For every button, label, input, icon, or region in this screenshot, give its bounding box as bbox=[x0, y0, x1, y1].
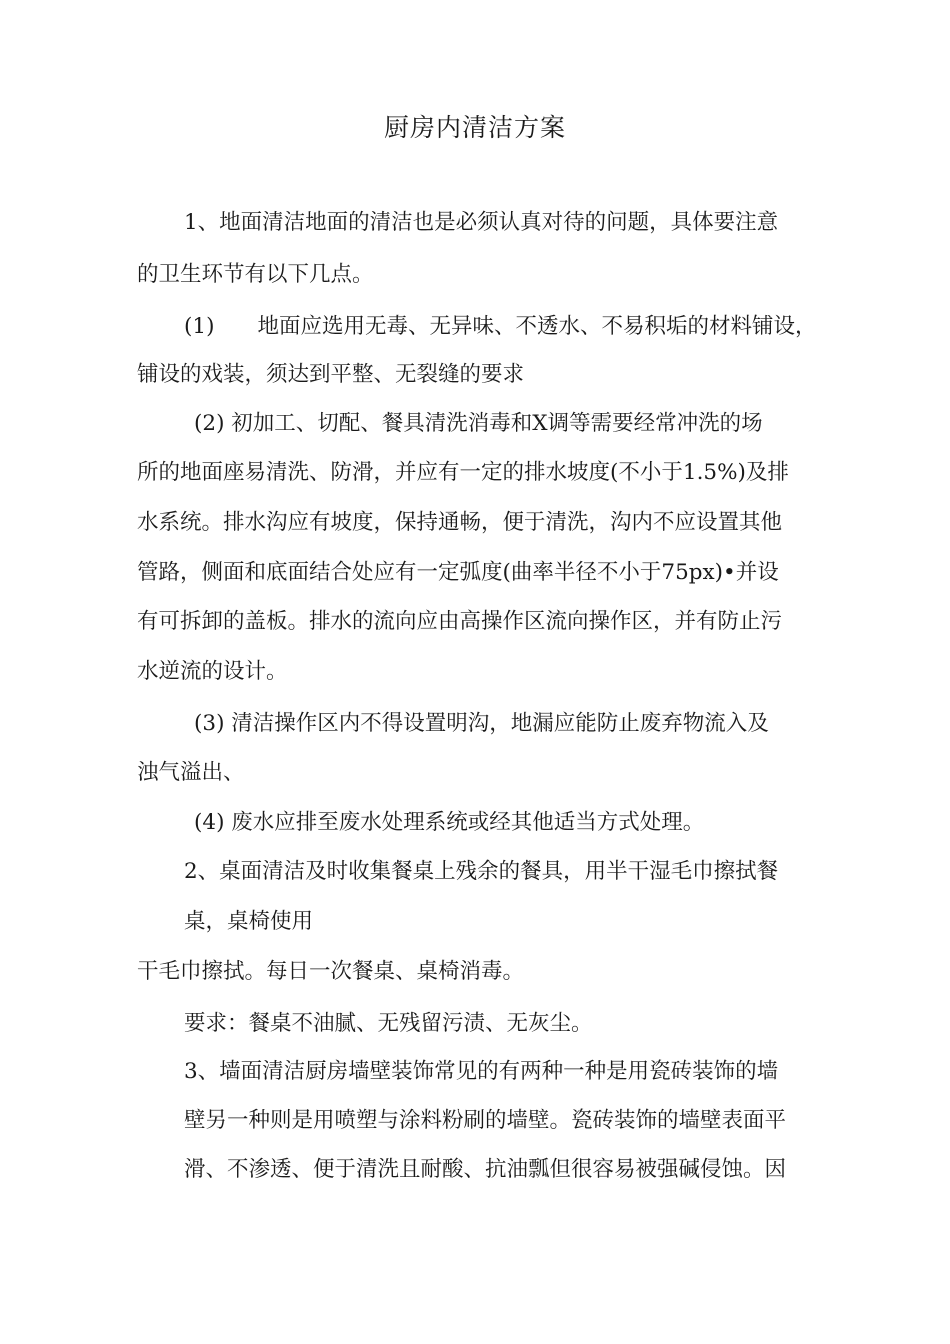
paragraph-line: 要求：餐桌不油腻、无残留污渍、无灰尘。 bbox=[184, 1011, 593, 1036]
paragraph-line: 1、地面清洁地面的清洁也是必须认真对待的问题，具体要注意 bbox=[184, 210, 779, 235]
paragraph-line: (1) 地面应选用无毒、无异味、不透水、不易积垢的材料铺设， bbox=[184, 314, 817, 339]
paragraph-line: 壁另一种则是用喷塑与涂料粉刷的墙壁。瓷砖装饰的墙壁表面平 bbox=[184, 1108, 787, 1133]
paragraph-line: 浊气溢出、 bbox=[137, 760, 245, 785]
paragraph-line: 管路，侧面和底面结合处应有一定弧度(曲率半径不小于75px)•并设 bbox=[137, 560, 779, 585]
paragraph-line: (4) 废水应排至废水处理系统或经其他适当方式处理。 bbox=[194, 810, 705, 835]
paragraph-line: 水逆流的设计。 bbox=[137, 659, 288, 684]
paragraph-line: 滑、不渗透、便于清洗且耐酸、抗油瓢但很容易被强碱侵蚀。因 bbox=[184, 1157, 787, 1182]
paragraph-line: 3、墙面清洁厨房墙壁装饰常见的有两种一种是用瓷砖装饰的墙 bbox=[184, 1059, 779, 1084]
paragraph-line: 水系统。排水沟应有坡度，保持通畅，便于清洗，沟内不应设置其他 bbox=[137, 510, 783, 535]
paragraph-line: (2) 初加工、切配、餐具清洗消毒和X调等需要经常冲洗的场 bbox=[194, 411, 763, 436]
paragraph-line: 铺设的戏装，须达到平整、无裂缝的要求 bbox=[137, 362, 525, 387]
paragraph-line: (3) 清洁操作区内不得设置明沟，地漏应能防止废弃物流入及 bbox=[194, 711, 769, 736]
paragraph-line: 所的地面座易清洗、防滑，并应有一定的排水坡度(不小于1.5%)及排 bbox=[137, 460, 789, 485]
document-title: 厨房内清洁方案 bbox=[383, 113, 566, 142]
paragraph-line: 干毛巾擦拭。每日一次餐桌、桌椅消毒。 bbox=[137, 959, 525, 984]
paragraph-line: 2、桌面清洁及时收集餐桌上残余的餐具，用半干湿毛巾擦拭餐 bbox=[184, 859, 779, 884]
paragraph-line: 的卫生环节有以下几点。 bbox=[137, 262, 374, 287]
paragraph-line: 桌，桌椅使用 bbox=[184, 909, 314, 934]
paragraph-line: 有可拆卸的盖板。排水的流向应由高操作区流向操作区，并有防止污 bbox=[137, 609, 783, 634]
